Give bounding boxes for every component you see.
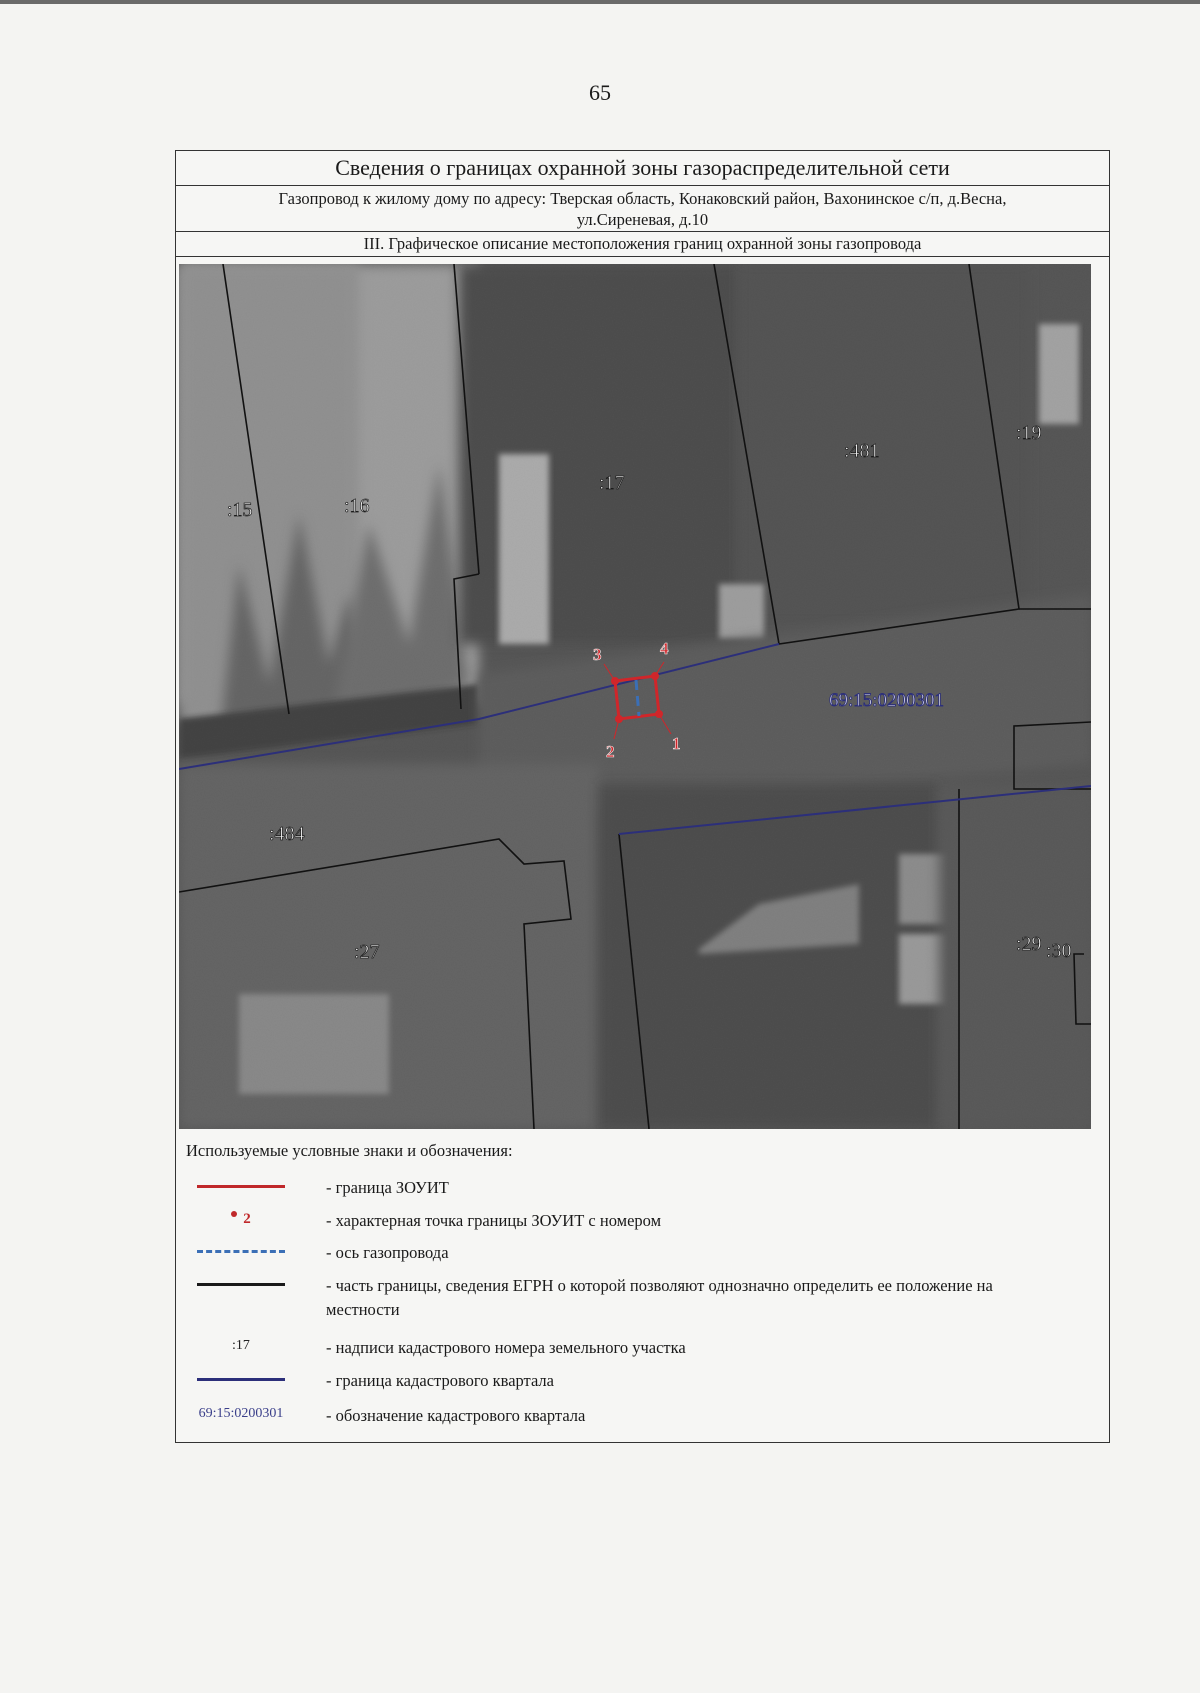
legend-text: - характерная точка границы ЗОУИТ с номером <box>326 1211 662 1230</box>
legend-text: - надписи кадастрового номера земельного участка <box>326 1338 686 1357</box>
map-canvas <box>179 264 1091 1129</box>
legend-item-zone-point <box>176 1206 1109 1236</box>
point-label-4: 4 <box>660 639 669 658</box>
object-line-1: Газопровод к жилому дому по адресу: Тверская область, Конаковский район, Вахонинское с/п, д.Весна, <box>278 189 1007 208</box>
parcel-label-15: :15 <box>227 499 253 521</box>
point-label-2: 2 <box>606 742 615 761</box>
parcel-label-30: :30 <box>1046 940 1072 962</box>
point-label-1: 1 <box>672 734 681 753</box>
egrn-boundary-symbol <box>186 1271 296 1297</box>
aerial-map <box>179 264 1091 1129</box>
legend-item-zone-boundary <box>176 1173 1109 1203</box>
document-frame <box>175 150 1110 1443</box>
parcel-label-481: :481 <box>844 440 880 462</box>
quarter-label: 69:15:0200301 <box>829 690 945 711</box>
zone-point-symbol <box>186 1206 296 1232</box>
parcel-label-27: :27 <box>354 941 380 963</box>
parcel-label-17: :17 <box>599 472 625 494</box>
parcel-label-29: :29 <box>1016 933 1042 955</box>
quarter-label-symbol: 69:15:0200301 <box>198 1406 284 1421</box>
parcel-label-19: :19 <box>1016 422 1042 444</box>
legend-text: - граница ЗОУИТ <box>326 1178 449 1197</box>
pipeline-axis-symbol <box>186 1238 296 1264</box>
legend-title: Используемые условные знаки и обозначения: <box>186 1141 513 1160</box>
page-number: 65 <box>589 80 611 105</box>
legend-text: - обозначение кадастрового квартала <box>326 1406 586 1425</box>
top-border-line <box>0 0 1200 4</box>
legend-text: - граница кадастрового квартала <box>326 1371 554 1390</box>
object-line-2: ул.Сиреневая, д.10 <box>576 210 709 229</box>
zone-boundary-symbol <box>186 1173 296 1199</box>
legend-text: - часть границы, сведения ЕГРН о которой позволяют однозначно определить ее положение на местности <box>326 1276 993 1319</box>
parcel-label-16: :16 <box>344 495 370 517</box>
legend-item-quarter-boundary <box>176 1366 1109 1396</box>
point-label-3: 3 <box>593 645 602 664</box>
parcel-label-symbol: :17 <box>232 1338 250 1353</box>
legend-item-parcel-label <box>176 1333 1109 1363</box>
object-description <box>176 186 1109 232</box>
section-title: III. Графическое описание местоположения границ охранной зоны газопровода <box>176 232 1109 257</box>
point-number: 2 <box>243 1210 251 1227</box>
aerial-photo <box>179 264 1091 1129</box>
legend-item-pipeline-axis <box>176 1238 1109 1268</box>
legend-text: - ось газопровода <box>326 1243 449 1262</box>
document-title: Сведения о границах охранной зоны газораспределительной сети <box>176 151 1109 186</box>
legend-item-egrn-boundary <box>176 1271 1109 1323</box>
legend-item-quarter-label <box>176 1401 1109 1431</box>
quarter-boundary-symbol <box>186 1366 296 1392</box>
parcel-label-484: :484 <box>269 823 305 845</box>
